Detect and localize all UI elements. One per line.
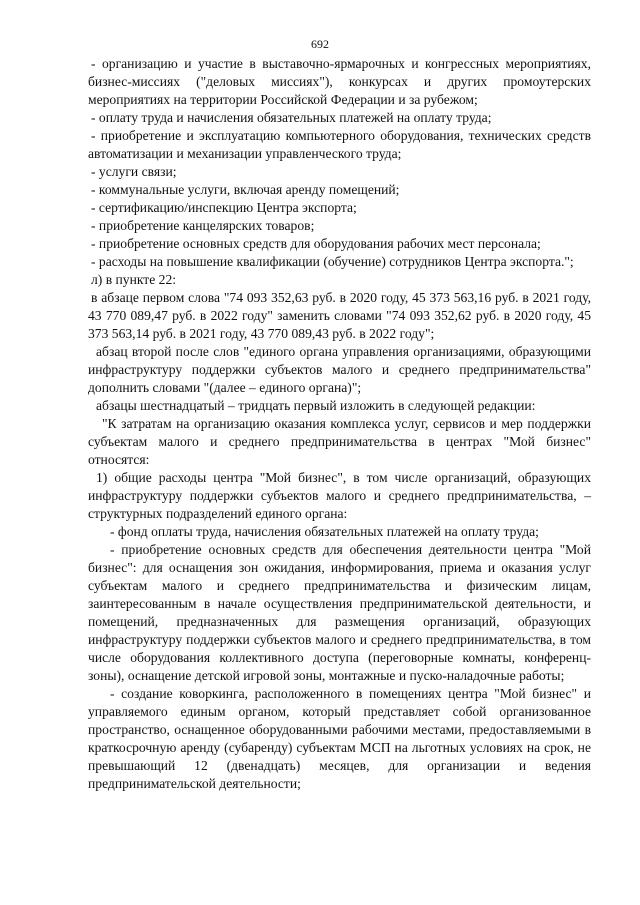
- paragraph-stationery: - приобретение канцелярских товаров;: [91, 218, 315, 233]
- paragraph-certification: - сертификацию/инспекцию Центра экспорта;: [91, 200, 357, 215]
- paragraph-fixed-assets: - приобретение основных средств для оборудования рабочих мест персонала;: [91, 236, 541, 251]
- paragraph-wage-fund: - фонд оплаты труда, начисления обязательных платежей на оплату труда;: [110, 524, 539, 539]
- paragraph-costs-intro: "К затратам на организацию оказания комплекса услуг, сервисов и мер поддержки субъектам малого и среднего предпринимательства в центрах "Мой бизнес" относятся:: [88, 416, 591, 467]
- page-number: 692: [311, 37, 329, 51]
- paragraph-payroll: - оплату труда и начисления обязательных платежей на оплату труда;: [91, 110, 492, 125]
- paragraph-general-expenses: 1) общие расходы центра "Мой бизнес", в том числе организаций, образующих инфраструктуру поддержки субъектов малого и среднего предпринимательства, – структурных подразделений единого органа:: [88, 470, 591, 521]
- paragraph-new-edition: абзацы шестнадцатый – тридцать первый изложить в следующей редакции:: [96, 398, 536, 413]
- paragraph-amounts-replacement: в абзаце первом слова "74 093 352,63 руб. в 2020 году, 45 373 563,16 руб. в 2021 году, 43 770 089,47 руб. в 2022 году" заменить словами "74 093 352,62 руб. в 2020 году, 45 373 563,14 руб. в 2021 году, 43 770 089,43 руб. в 2022 году";: [88, 290, 591, 341]
- paragraph-utilities: - коммунальные услуги, включая аренду помещений;: [91, 182, 400, 197]
- paragraph-main-assets: - приобретение основных средств для обеспечения деятельности центра "Мой бизнес": для оснащения зон ожидания, информирования, приема и оказания услуг субъектам малого и среднего предпринимательства и физическим лицам, заинтересованным в начале осуществления предпринимательской деятельности, и помещений, предназначенных для размещения организаций, образующих инфраструктуру поддержки субъектов малого и среднего предпринимательства, в том числе оборудования коллективного доступа (переговорные комнаты, конференц-зоны), оснащение детской игровой зоны, монтажные и пуско-наладочные работы;: [88, 542, 591, 683]
- paragraph-computer-equipment: - приобретение и эксплуатацию компьютерного оборудования, технических средств автоматизации и механизации управленческого труда;: [88, 128, 591, 161]
- paragraph-second-abzac: абзац второй после слов "единого органа управления организациями, образующими инфраструктуру поддержки субъектов малого и среднего предпринимательства" дополнить словами "(далее – единого органа)";: [88, 344, 591, 395]
- paragraph-item-l: л) в пункте 22:: [91, 272, 177, 287]
- paragraph-training: - расходы на повышение квалификации (обучение) сотрудников Центра экспорта.";: [91, 254, 574, 269]
- paragraph-exhibition-participation: - организацию и участие в выставочно-ярмарочных и конгрессных мероприятиях, бизнес-миссиях ("деловых миссиях"), конкурсах и других промоутерских мероприятиях на территории Российской Федерации и за рубежом;: [88, 56, 591, 107]
- paragraph-coworking: - создание коворкинга, расположенного в помещениях центра "Мой бизнес" и управляемого единым органом, который представляет собой организованное пространство, оснащенное оборудованными рабочими местами, предоставляемыми в краткосрочную аренду (субаренду) субъектам МСП на льготных условиях на срок, не превышающий 12 (двенадцать) месяцев, для организации и ведения предпринимательской деятельности;: [88, 686, 591, 791]
- paragraph-communication-services: - услуги связи;: [91, 164, 177, 179]
- document-body: [88, 55, 591, 793]
